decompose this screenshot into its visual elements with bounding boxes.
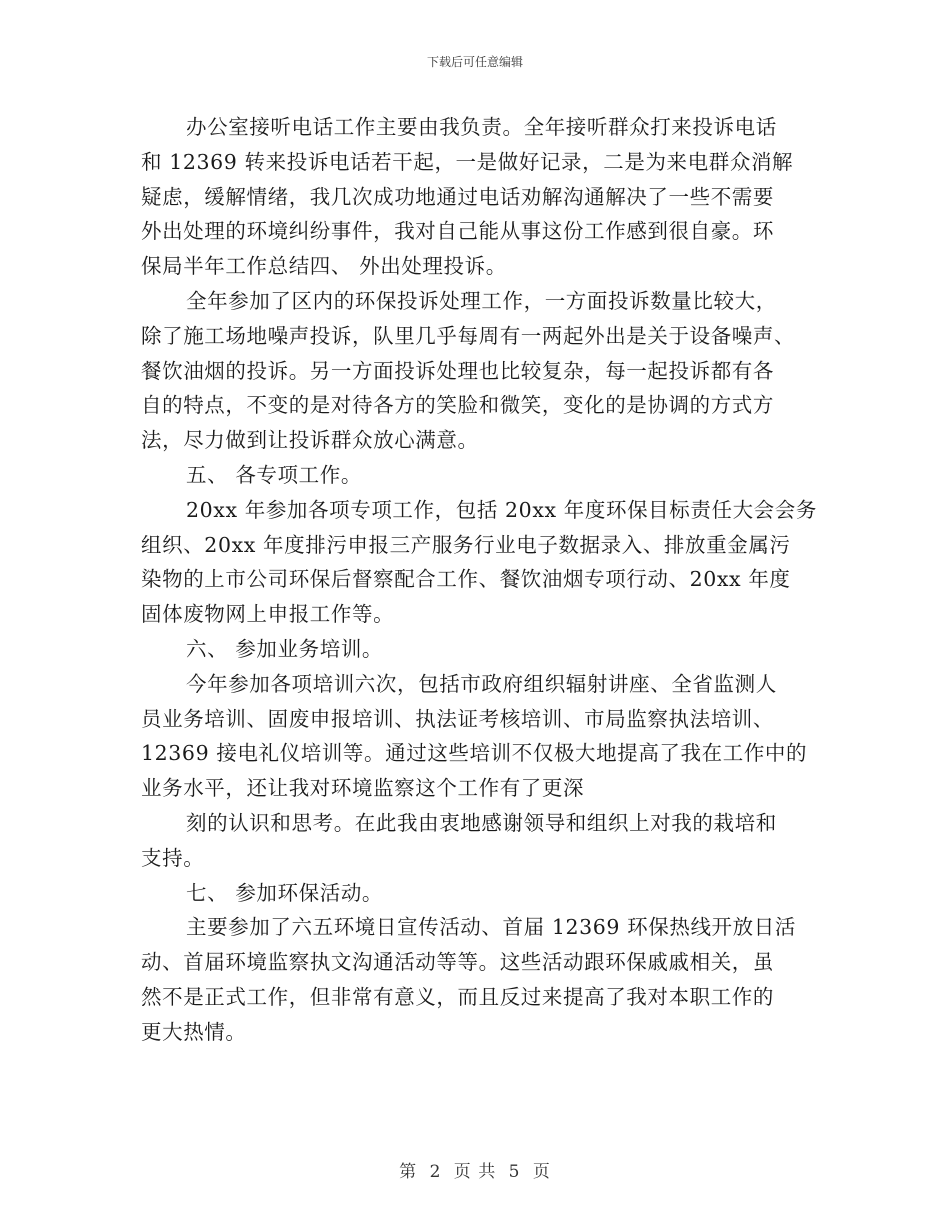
text-line: 除了施工场地噪声投诉，队里几乎每周有一两起外出是关于设备噪声、 (141, 323, 796, 348)
text-line: 保局半年工作总结四、 外出处理投诉。 (141, 254, 507, 279)
text-line: 七、 参加环保活动。 (186, 880, 384, 905)
text-line: 五、 各专项工作。 (186, 462, 362, 487)
text-line: 20xx 年参加各项专项工作，包括 20xx 年度环保目标责任大会会务 (186, 497, 817, 522)
footer-suffix: 页 (532, 1162, 551, 1182)
text-line: 今年参加各项培训六次，包括市政府组织辐射讲座、全省监测人 (186, 671, 777, 696)
text-line: 法，尽力做到让投诉群众放心满意。 (141, 428, 479, 453)
text-line: 餐饮油烟的投诉。另一方面投诉处理也比较复杂，每一起投诉都有各 (141, 358, 774, 383)
page-footer (0, 1157, 950, 1182)
page-header-note: 下载后可任意编辑 (426, 55, 523, 69)
text-line: 刻的认识和思考。在此我由衷地感谢领导和组织上对我的栽培和 (186, 810, 777, 835)
text-line: 疑虑，缓解情绪，我几次成功地通过电话劝解沟通解决了一些不需要 (141, 184, 774, 209)
text-line: 12369 接电礼仪培训等。通过这些培训不仅极大地提高了我在工作中的 (141, 741, 808, 766)
text-line: 自的特点，不变的是对待各方的笑脸和微笑，变化的是协调的方式方 (141, 393, 774, 418)
document-body (141, 110, 817, 1050)
text-line: 然不是正式工作，但非常有意义，而且反过来提高了我对本职工作的 (141, 984, 774, 1009)
footer-total-pages: 5 (508, 1162, 521, 1182)
footer-prefix: 第 (399, 1162, 418, 1182)
text-line: 动、首届环境监察执文沟通活动等等。这些活动跟环保戚戚相关，虽 (141, 950, 774, 975)
text-line: 办公室接听电话工作主要由我负责。全年接听群众打来投诉电话 (186, 115, 777, 139)
text-line: 和 12369 转来投诉电话若干起，一是做好记录，二是为来电群众消解 (141, 149, 794, 174)
text-line: 更大热情。 (141, 1019, 247, 1044)
text-line: 固体废物网上申报工作等。 (141, 602, 395, 627)
text-line: 支持。 (141, 845, 205, 870)
text-line: 主要参加了六五环境日宣传活动、首届 12369 环保热线开放日活 (186, 915, 796, 940)
footer-mid: 页 共 (453, 1162, 497, 1182)
text-line: 组织、20xx 年度排污申报三产服务行业电子数据录入、排放重金属污 (141, 532, 791, 557)
text-line: 全年参加了区内的环保投诉处理工作，一方面投诉数量比较大， (186, 288, 777, 313)
text-line: 染物的上市公司环保后督察配合工作、餐饮油烟专项行动、20xx 年度 (141, 567, 791, 592)
text-line: 六、 参加业务培训。 (186, 636, 384, 661)
text-line: 业务水平，还让我对环境监察这个工作有了更深 (141, 776, 585, 801)
text-line: 外出处理的环境纠纷事件，我对自己能从事这份工作感到很自豪。环 (141, 219, 774, 244)
footer-page-number: 2 (429, 1162, 442, 1182)
text-line: 员业务培训、固废申报培训、执法证考核培训、市局监察执法培训、 (141, 706, 774, 731)
